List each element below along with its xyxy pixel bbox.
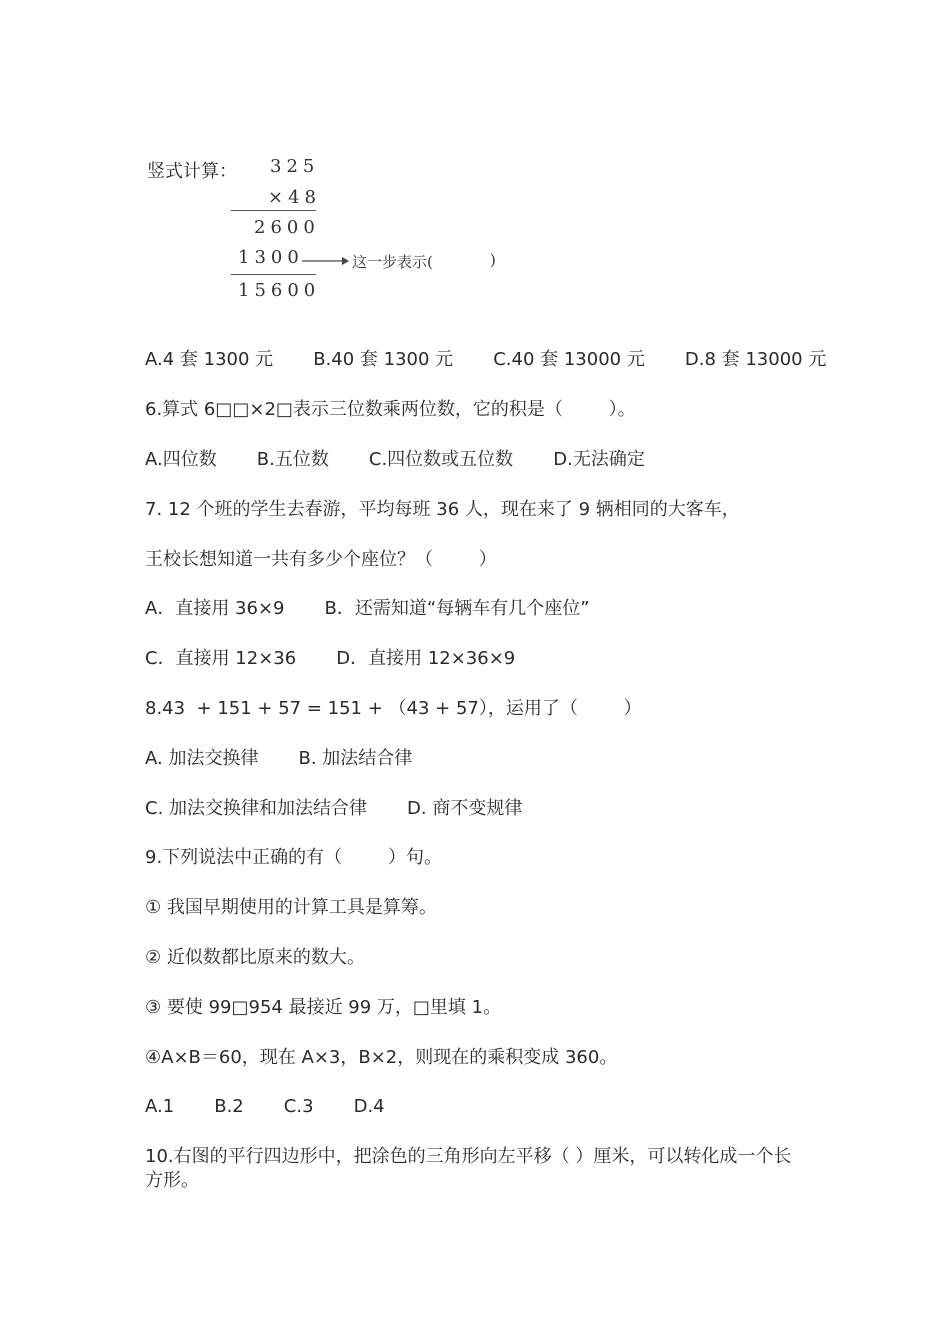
calc-label: 竖式计算： xyxy=(147,161,237,182)
q9-statement-1: ① 我国早期使用的计算工具是算筹。 xyxy=(145,897,437,918)
q5-options: A.4 套 1300 元 B.40 套 1300 元 C.40 套 13000 元 D.8 套 13000 元 xyxy=(145,349,827,370)
calc-rule-2 xyxy=(231,274,316,275)
multiplicand: 325 xyxy=(270,156,320,177)
partial-product-1: 2600 xyxy=(254,217,320,238)
q8-options-ab: A. 加法交换律 B. 加法结合律 xyxy=(145,748,413,769)
vertical-calculation xyxy=(228,152,528,312)
q9-question: 9.下列说法中正确的有（ ）句。 xyxy=(145,847,442,868)
q7-question-line2: 王校长想知道一共有多少个座位？（ ） xyxy=(145,549,497,570)
multiplier: ×48 xyxy=(268,187,321,208)
q6-question: 6.算式 6□□×2□表示三位数乘两位数，它的积是（ ）。 xyxy=(145,399,636,420)
q9-statement-4: ④A×B＝60，现在 A×3，B×2，则现在的乘积变成 360。 xyxy=(145,1047,618,1068)
partial-product-2: 1300 xyxy=(238,247,304,268)
step-note-close: ) xyxy=(490,251,496,269)
q7-options-ab: A．直接用 36×9 B．还需知道“每辆车有几个座位” xyxy=(145,598,590,619)
q7-options-cd: C．直接用 12×36 D．直接用 12×36×9 xyxy=(145,648,516,669)
calc-rule-1 xyxy=(231,210,316,211)
q6-options: A.四位数 B.五位数 C.四位数或五位数 D.无法确定 xyxy=(145,449,645,470)
arrow-icon xyxy=(302,255,350,267)
q9-statement-2: ② 近似数都比原来的数大。 xyxy=(145,947,365,968)
q8-question: 8.43 + 151 + 57 = 151 + （43 + 57），运用了（ ） xyxy=(145,698,642,719)
q8-options-cd: C. 加法交换律和加法结合律 D. 商不变规律 xyxy=(145,798,523,819)
q9-options: A.1 B.2 C.3 D.4 xyxy=(145,1096,385,1117)
step-note: 这一步表示( xyxy=(352,253,433,271)
product-result: 15600 xyxy=(238,280,321,301)
q10-question: 10.右图的平行四边形中，把涂色的三角形向左平移（ ）厘米，可以转化成一个长方形。 xyxy=(145,1146,792,1191)
q7-question-line1: 7. 12 个班的学生去春游，平均每班 36 人，现在来了 9 辆相同的大客车， xyxy=(145,499,740,520)
q9-statement-3: ③ 要使 99□954 最接近 99 万，□里填 1。 xyxy=(145,997,502,1018)
